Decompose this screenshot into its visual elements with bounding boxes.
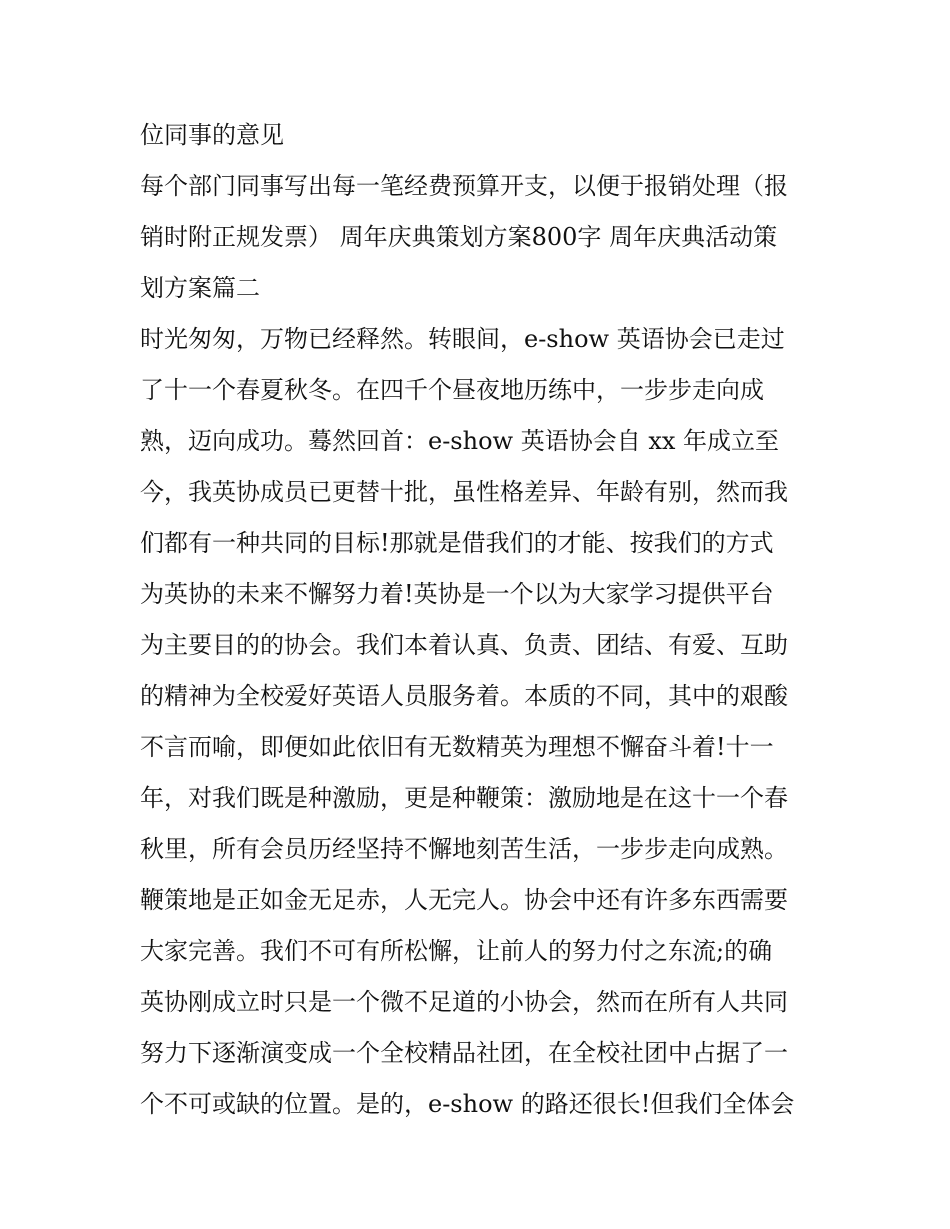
text-line: 为主要目的的协会。我们本着认真、负责、团结、有爱、互助	[140, 631, 788, 659]
text-line: 熟，迈向成功。蓦然回首：e-show 英语协会自 xx 年成立至	[140, 427, 780, 455]
text-line: 鞭策地是正如金无足赤，人无完人。协会中还有许多东西需要	[140, 886, 788, 914]
text-line: 了十一个春夏秋冬。在四千个昼夜地历练中，一步步走向成	[140, 376, 764, 404]
text-line: 秋里，所有会员历经坚持不懈地刻苦生活，一步步走向成熟。	[140, 835, 788, 863]
text-line: 为英协的未来不懈努力着!英协是一个以为大家学习提供平台	[140, 580, 774, 608]
text-line: 大家完善。我们不可有所松懈，让前人的努力付之东流;的确	[140, 937, 773, 965]
text-line: 位同事的意见	[140, 121, 284, 149]
text-line: 英协刚成立时只是一个微不足道的小协会，然而在所有人共同	[140, 988, 788, 1016]
text-line: 划方案篇二	[140, 274, 260, 302]
text-line: 个不可或缺的位置。是的，e-show 的路还很长!但我们全体会	[140, 1090, 795, 1118]
text-line: 每个部门同事写出每一笔经费预算开支，以便于报销处理（报	[140, 172, 788, 200]
text-line: 不言而喻，即便如此依旧有无数精英为理想不懈奋斗着!十一	[140, 733, 774, 761]
text-line: 努力下逐渐演变成一个全校精品社团，在全校社团中占据了一	[140, 1039, 788, 1067]
document-body	[140, 110, 820, 1130]
text-line: 今，我英协成员已更替十批，虽性格差异、年龄有别，然而我	[140, 478, 788, 506]
text-line: 年，对我们既是种激励，更是种鞭策：激励地是在这十一个春	[140, 784, 788, 812]
text-line: 时光匆匆，万物已经释然。转眼间，e-show 英语协会已走过	[140, 325, 785, 353]
text-line: 销时附正规发票） 周年庆典策划方案800字 周年庆典活动策	[140, 223, 778, 251]
text-line: 的精神为全校爱好英语人员服务着。本质的不同，其中的艰酸	[140, 682, 788, 710]
text-line: 们都有一种共同的目标!那就是借我们的才能、按我们的方式	[140, 529, 774, 557]
